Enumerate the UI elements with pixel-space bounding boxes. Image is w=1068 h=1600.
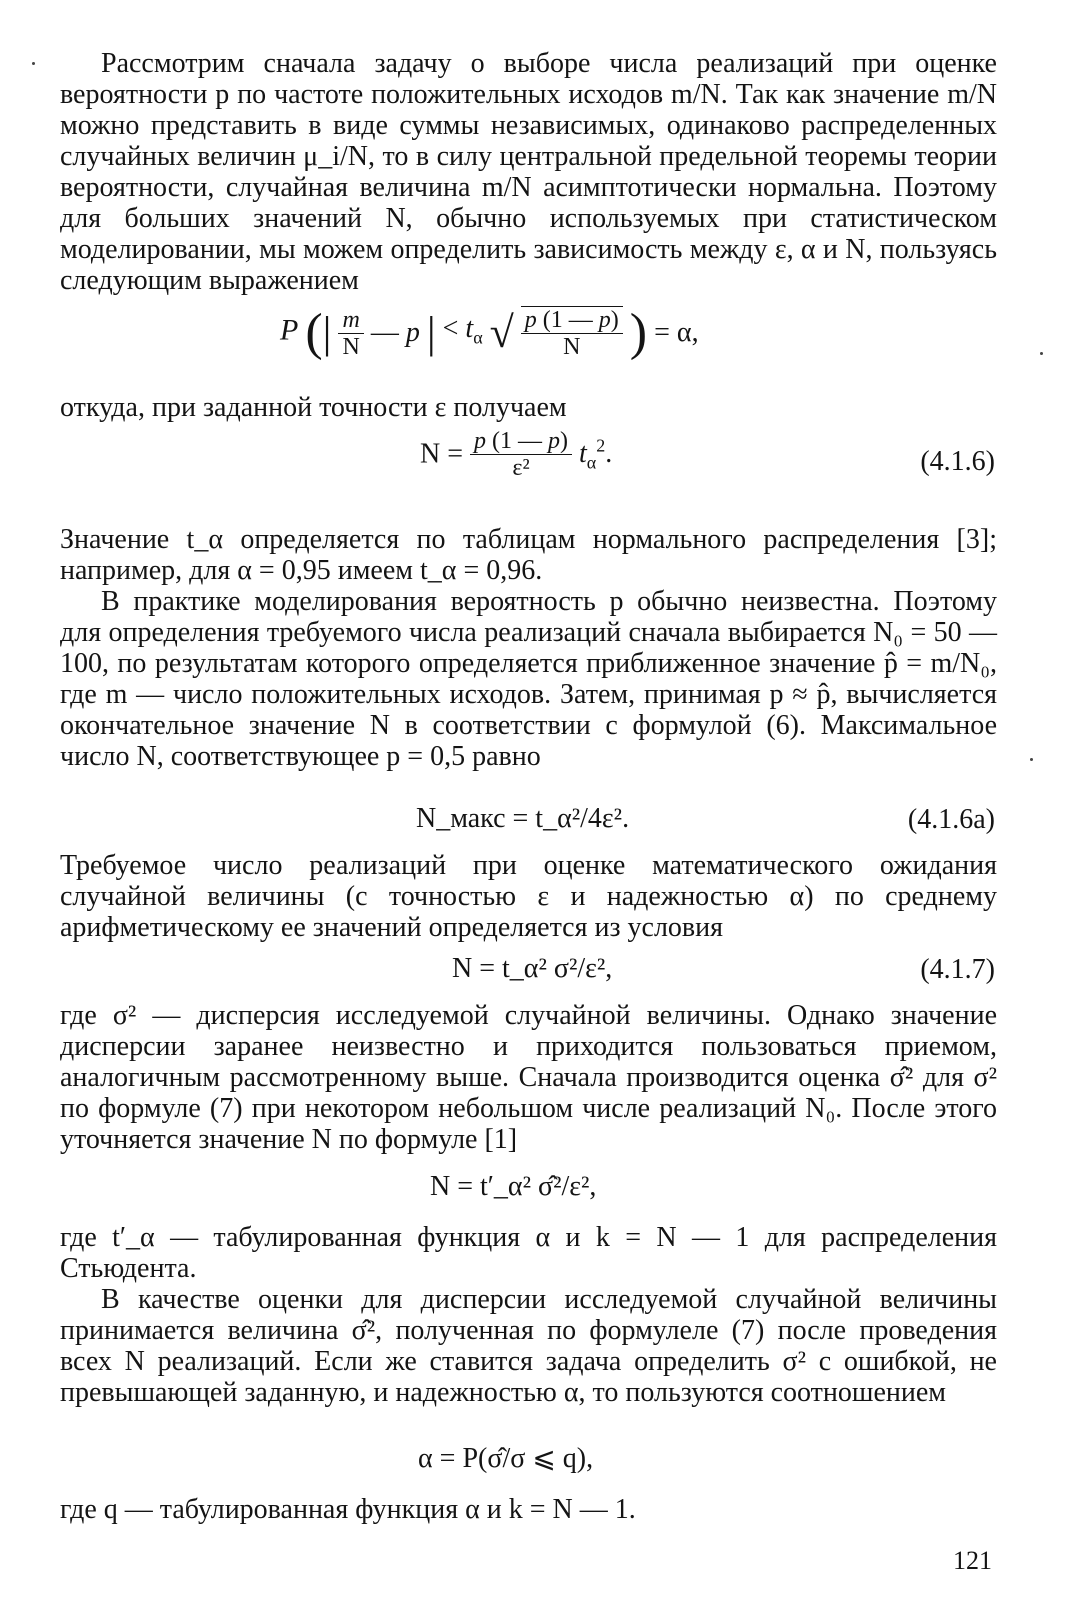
paragraph-4 [60, 586, 997, 772]
paragraph-3-text: Значение t_α определяется по таблицам нормального распределения [3]; например, для α = 0,95 имеем t_α = 0,96. [60, 524, 997, 586]
formula-alpha: α = P(σ̂/σ ⩽ q), [418, 1443, 594, 1474]
formula-4-1-7: N = t_α² σ²/ε², [452, 953, 613, 984]
paragraph-6 [60, 1000, 997, 1155]
paragraph-9 [60, 1494, 997, 1525]
paragraph-5 [60, 850, 997, 943]
equation-number-4-1-7: (4.1.7) [920, 954, 995, 985]
formula-4-1-6: N = $\frac{p (1 — p)}{\text{ε²}}$ $t_\alpha^2$. [420, 428, 613, 481]
paragraph-9-text: где q — табулированная функция α и k = N — 1. [60, 1494, 636, 1525]
scan-speck [1040, 352, 1043, 355]
equation-number-4-1-6a: (4.1.6a) [907, 804, 995, 835]
paragraph-1-text: Рассмотрим сначала задачу о выборе числа реализаций при оценке вероятности p по частоте положительных исходов m/N. Так как значение m/N можно представить в виде суммы независимых, одинаково распределенных случайных величин μ_i/N, то в силу центральной предельной теоремы теории вероятности, случайная величина m/N асимптотически нормальна. Поэтому для больших значений N, обычно используемых при статистическом моделировании, мы можем определить зависимость между ε, α и N, пользуясь следующим выражением [60, 48, 997, 296]
paragraph-6-text: где σ² — дисперсия исследуемой случайной величины. Однако значение дисперсии заранее неизвестно и приходится пользоваться приемом, аналогичным рассмотренному выше. Сначала производится оценка σ̂² для σ² по формуле (7) при некотором небольшом числе реализаций N₀. После этого уточняется значение N по формуле [1] [60, 1000, 997, 1155]
paragraph-3 [60, 524, 997, 586]
paragraph-5-text: Требуемое число реализаций при оценке математического ожидания случайной величины (с точностью ε и надежностью α) по среднему арифметическому ее значений определяется из условия [60, 850, 997, 943]
probability-formula: P (| $\frac{m}{N}$ — p | < $t_\alpha$ √ $\frac{p (1 — p)}{N}$ ) = α, [280, 304, 699, 361]
paragraph-2 [60, 392, 997, 423]
paragraph-2-text: откуда, при заданной точности ε получаем [60, 392, 567, 423]
paragraph-8-text: В качестве оценки для дисперсии исследуемой случайной величины принимается величина σ̂², полученная по формулеле (7) после проведения всех N реализаций. Если же ставится задача определить σ² с ошибкой, не превышающей заданную, и надежностью α, то пользуются соотношением [60, 1284, 997, 1408]
equation-number-4-1-6: (4.1.6) [920, 446, 995, 477]
paragraph-8 [60, 1284, 997, 1408]
scan-speck [32, 62, 35, 65]
paragraph-7-text: где t′_α — табулированная функция α и k = N — 1 для распределения Стьюдента. [60, 1222, 997, 1284]
formula-4-1-6a: N_макс = t_α²/4ε². [416, 803, 630, 834]
paragraph-4-text: В практике моделирования вероятность p обычно неизвестна. Поэтому для определения требуемого числа реализаций сначала выбирается N₀ = 50 — 100, по результатам которого определяется приближенное значение p̂ = m/N₀, где m — число положительных исходов. Затем, принимая p ≈ p̂, вычисляется окончательное значение N в соответствии с формулой (6). Максимальное число N, соответствующее p = 0,5 равно [60, 586, 997, 772]
paragraph-7 [60, 1222, 997, 1284]
scan-speck [1030, 758, 1033, 761]
paragraph-1 [60, 48, 997, 296]
page-number: 121 [953, 1546, 992, 1575]
formula-student: N = t′_α² σ̂²/ε², [430, 1171, 597, 1202]
